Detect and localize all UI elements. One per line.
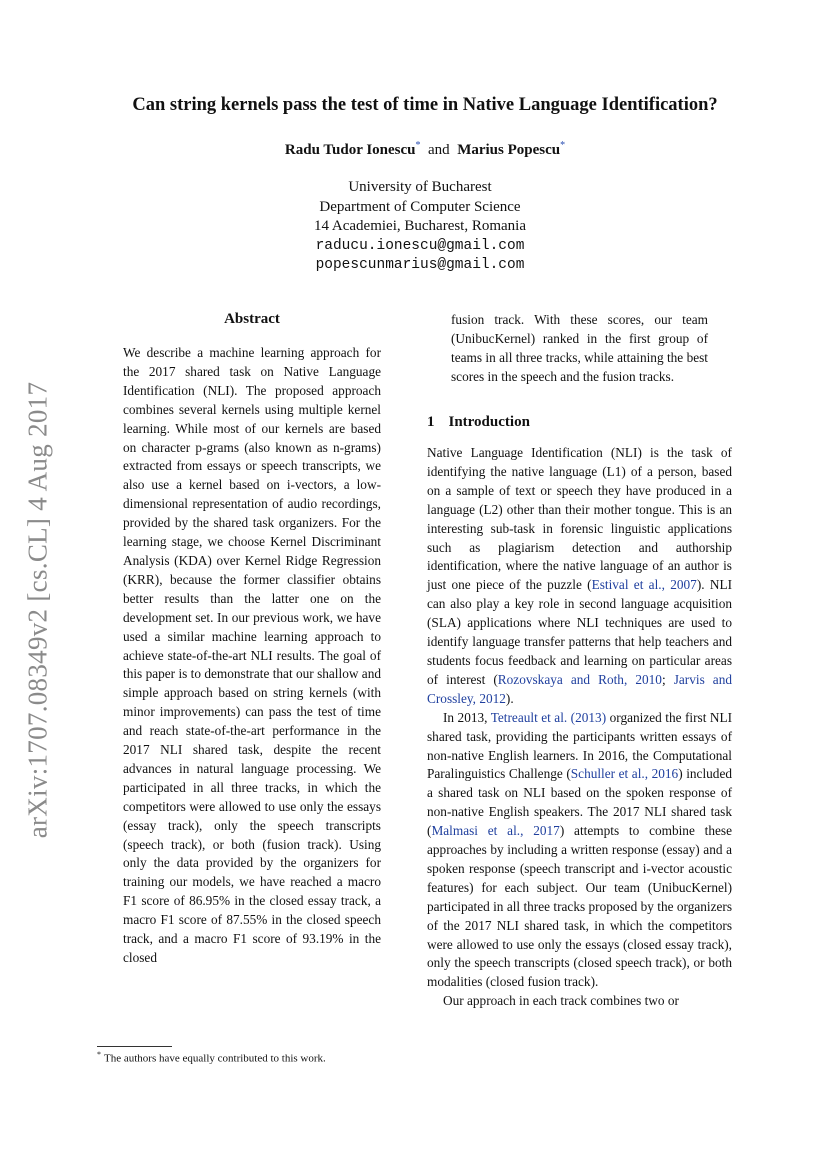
section-heading [427,414,530,431]
author-name: Radu Tudor Ionescu [284,142,416,158]
author-line [60,140,790,159]
text-run: ) included a shared task on NLI based on the spoken response of non-native English speakers. The 2017 NLI shared task ( [427,766,732,839]
citation-link[interactable]: Malmasi et al., 2017 [431,823,560,839]
email: popescunmarius@gmail.com [315,257,525,273]
text-run: ) attempts to combine these approaches by including a written response (essay) and a spoken response (speech transcript and i-vector acoustic features) for each subject. Our team (UnibucKernel) participated in all three tracks proposed by the organizers of the 2017 NLI shared task, in which the competitors were allowed to use only the essays (closed essay track), only the speech transcripts (closed speech track), or both modalities (closed fusion track). [427,823,732,990]
abstract-body: We describe a machine learning approach for the 2017 shared task on Native Language Identification (NLI). The proposed approach combines several kernels using multiple kernel learning. While most of our kernels are based on character p-grams (also known as n-grams) extracted from essays or speech transcripts, we also use a kernel based on i-vectors, a low-dimensional representation of audio recordings, provided by the shared task organizers. For the learning stage, we choose Kernel Discriminant Analysis (KDA) over Kernel Ridge Regression (KRR), because the former classifier obtains better results than the latter one on the development set. In our previous work, we have used a similar machine learning approach to achieve state-of-the-art NLI results. The goal of this paper is to demonstrate that our shallow and simple approach based on string kernels (with minor improvements) can pass the test of time and reach state-of-the-art performance in the 2017 NLI shared task, despite the recent advances in natural language processing. We participated in all three tracks, in which the competitors were allowed to use only the essays (essay track), only the speech transcripts (speech track), or both (fusion track). Using only the data provided by the organizers for training our models, we have reached a macro F1 score of 86.95% in the closed essay track, a macro F1 score of 87.55% in the closed speech track, and a macro F1 score of 93.19% in the closed [123,345,381,965]
footnote [97,1050,397,1065]
footnote-marker[interactable]: * [560,140,566,151]
citation-link[interactable]: Tetreault et al. (2013) [490,709,607,725]
paper-title: Can string kernels pass the test of time in Native Language Identification? [132,95,718,115]
arxiv-identifier [16,360,60,860]
arxiv-id-text: arXiv:1707.08349v2 [cs.CL] 4 Aug 2017 [22,381,53,839]
text-run: organized the first NLI shared task, providing the participants written essays of non-native English learners. In 2016, the Computational Paralinguistics Challenge ( [427,709,733,782]
paragraph [427,444,732,709]
abstract-heading: Abstract [224,311,280,327]
text-run: ). NLI can also play a key role in second language acquisition (SLA) applications where NLI techniques are used to identify language transfer patterns that help teachers and students focus feedback and learning on particular areas of interest ( [427,577,732,687]
author-name: Marius Popescu [457,142,561,158]
footnote-divider [97,1046,172,1047]
section-title: Introduction [448,414,530,430]
section-number: 1 [427,414,435,430]
department: Department of Computer Science [319,198,521,215]
citation-link[interactable]: Estival et al., 2007 [591,577,697,593]
abstract-continuation: fusion track. With these scores, our team (UnibucKernel) ranked in the first group of teams in all three tracks, while attaining the best scores in the speech and the fusion tracks. [451,312,708,384]
footnote-marker: * [97,1050,101,1059]
address: 14 Academiei, Bucharest, Romania [313,218,527,234]
text-run: ). [505,690,514,706]
footnote-marker[interactable]: * [415,140,421,151]
citation-link[interactable]: Schuller et al., 2016 [570,766,679,782]
text-run: ; [661,671,674,687]
introduction-body [427,444,732,1011]
paragraph [427,709,732,993]
citation-link[interactable]: Jarvis and Crossley, 2012 [427,671,733,706]
email: raducu.ionescu@gmail.com [315,237,525,254]
paragraph: Our approach in each track combines two or [443,993,679,1009]
text-run: In 2013, [443,709,491,725]
author-connector: and [428,142,450,158]
university: University of Bucharest [348,179,492,195]
citation-link[interactable]: Rozovskaya and Roth, 2010 [497,671,662,687]
affiliation-block [200,178,640,276]
footnote-text: The authors have equally contributed to this work. [104,1052,326,1065]
text-run: Native Language Identification (NLI) is the task of identifying the native language (L1) of a person, based on a sample of text or speech they have produced in a language (L2) other than their mother tongue. This is an interesting sub-task in forensic linguistic applications such as plagiarism detection and authorship identification, where the native language of an author is just one piece of the puzzle ( [427,445,732,593]
